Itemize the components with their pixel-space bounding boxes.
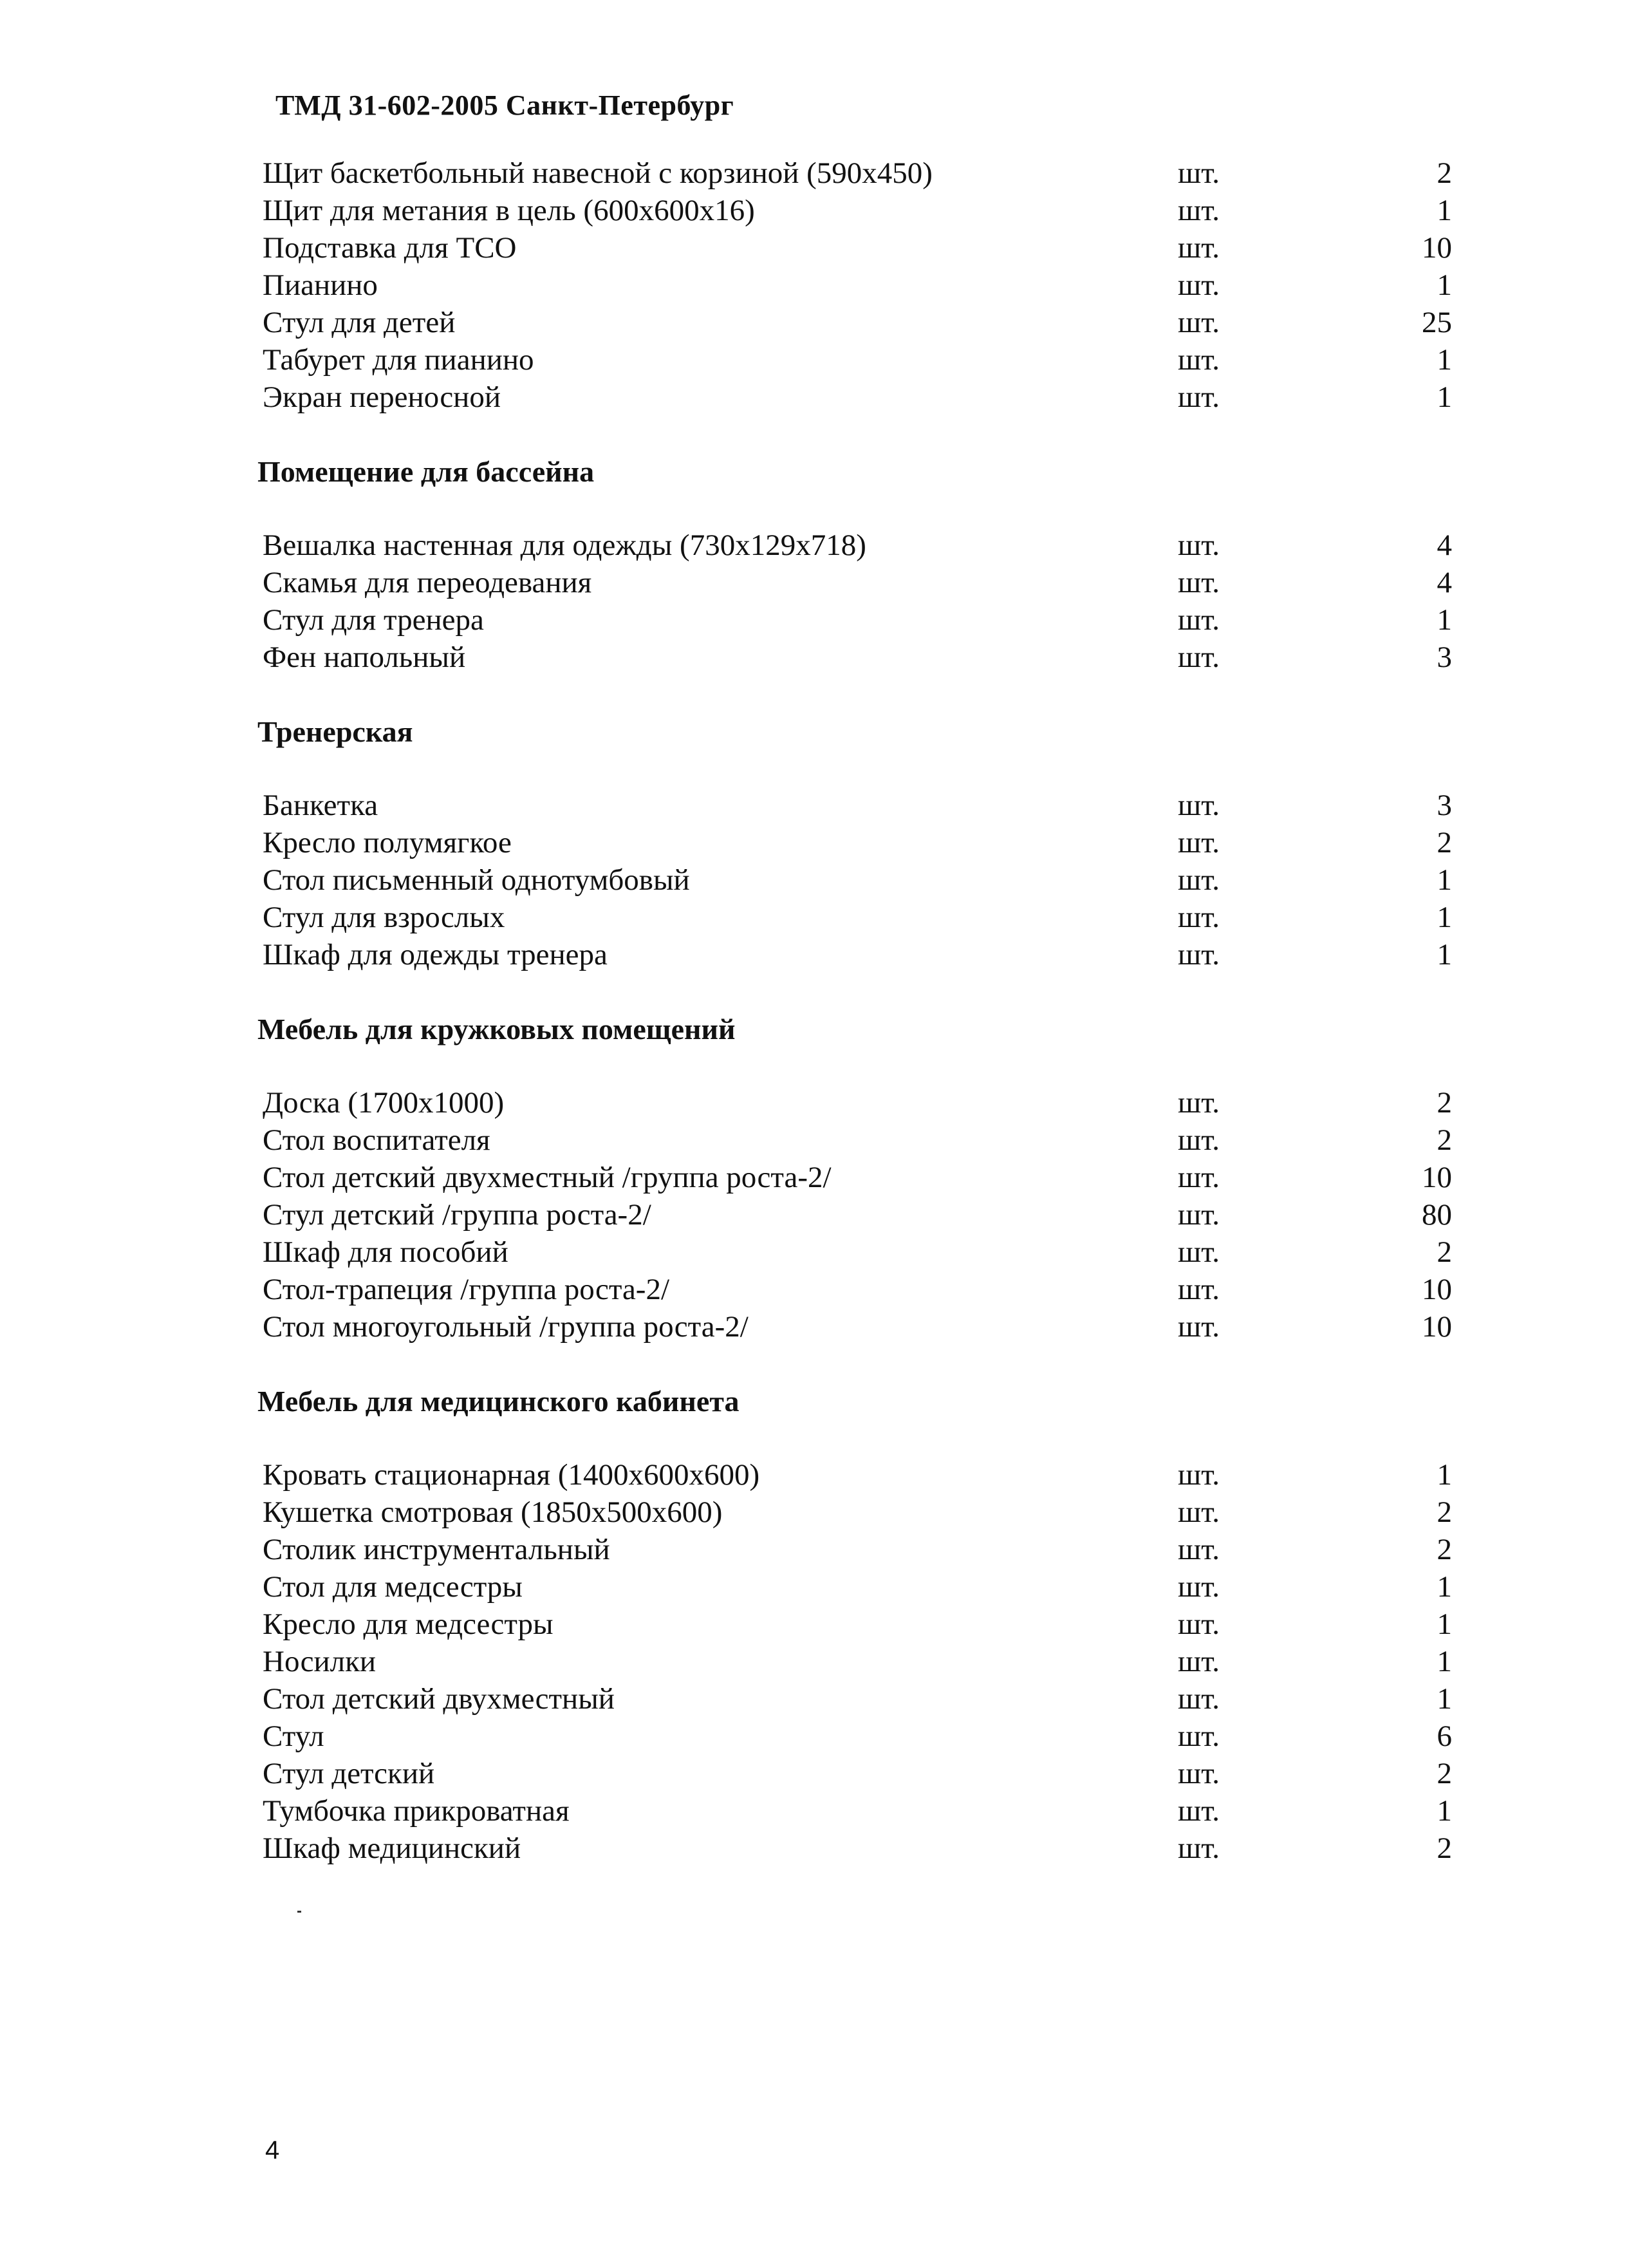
item-unit: шт.: [1178, 1198, 1220, 1232]
stray-mark: [297, 1911, 301, 1913]
item-unit: шт.: [1178, 1123, 1220, 1157]
section-title: Тренерская: [257, 715, 413, 748]
list-item: [257, 1680, 1480, 1718]
item-quantity: 2: [1437, 1832, 1452, 1865]
item-quantity: 1: [1437, 268, 1452, 302]
list-item: [257, 527, 1480, 564]
list-item: [257, 1830, 1480, 1867]
list-item: [257, 1084, 1480, 1121]
item-quantity: 1: [1437, 901, 1452, 934]
item-unit: шт.: [1178, 1757, 1220, 1790]
item-unit: шт.: [1178, 938, 1220, 971]
item-unit: шт.: [1178, 1458, 1220, 1492]
item-unit: шт.: [1178, 1161, 1220, 1194]
section-title: Мебель для кружковых помещений: [257, 1013, 736, 1045]
item-name: Пианино: [263, 268, 378, 302]
item-unit: шт.: [1178, 1832, 1220, 1865]
item-unit: шт.: [1178, 566, 1220, 599]
item-name: Табурет для пианино: [263, 343, 534, 377]
item-unit: шт.: [1178, 1086, 1220, 1120]
item-quantity: 1: [1437, 603, 1452, 637]
item-quantity: 6: [1437, 1720, 1452, 1753]
item-unit: шт.: [1178, 641, 1220, 674]
list-item: [257, 1755, 1480, 1792]
item-quantity: 2: [1437, 1235, 1452, 1269]
document-header: ТМД 31-602-2005 Санкт-Петербург: [275, 89, 734, 121]
item-unit: шт.: [1178, 603, 1220, 637]
list-item: [257, 639, 1480, 676]
item-unit: шт.: [1178, 194, 1220, 227]
list-item: [257, 899, 1480, 936]
list-item: [257, 229, 1480, 267]
item-name: Банкетка: [263, 789, 378, 822]
section-title: Помещение для бассейна: [257, 455, 595, 488]
item-name: Стол воспитателя: [263, 1123, 490, 1157]
item-name: Шкаф для пособий: [263, 1235, 508, 1269]
item-unit: шт.: [1178, 1794, 1220, 1828]
list-item: [257, 1792, 1480, 1830]
item-quantity: 4: [1437, 566, 1452, 599]
item-name: Кресло полумягкое: [263, 826, 512, 859]
item-unit: шт.: [1178, 268, 1220, 302]
item-quantity: 10: [1422, 1310, 1452, 1344]
item-quantity: 1: [1437, 380, 1452, 414]
item-quantity: 2: [1437, 1495, 1452, 1529]
item-name: Стул: [263, 1720, 324, 1753]
item-quantity: 1: [1437, 1570, 1452, 1604]
list-item: [257, 1196, 1480, 1233]
item-name: Экран переносной: [263, 380, 501, 414]
item-quantity: 2: [1437, 1086, 1452, 1120]
item-quantity: 2: [1437, 156, 1452, 190]
item-quantity: 80: [1422, 1198, 1452, 1232]
list-item: [257, 267, 1480, 304]
list-item: [257, 341, 1480, 379]
item-name: Стул для детей: [263, 306, 456, 339]
item-name: Стол многоугольный /группа роста-2/: [263, 1310, 749, 1344]
item-unit: шт.: [1178, 1235, 1220, 1269]
item-unit: шт.: [1178, 306, 1220, 339]
item-name: Стол-трапеция /группа роста-2/: [263, 1273, 670, 1306]
item-quantity: 2: [1437, 826, 1452, 859]
item-name: Стол детский двухместный /группа роста-2/: [263, 1161, 832, 1194]
list-item: [257, 601, 1480, 639]
list-item: [257, 304, 1480, 341]
item-name: Подставка для ТСО: [263, 231, 517, 265]
item-quantity: 1: [1437, 1645, 1452, 1678]
item-unit: шт.: [1178, 1570, 1220, 1604]
item-unit: шт.: [1178, 1682, 1220, 1716]
list-item: [257, 1271, 1480, 1308]
item-name: Доска (1700х1000): [263, 1086, 505, 1120]
item-unit: шт.: [1178, 1273, 1220, 1306]
list-item: [257, 1643, 1480, 1680]
item-unit: шт.: [1178, 231, 1220, 265]
list-item: [257, 861, 1480, 899]
item-unit: шт.: [1178, 529, 1220, 562]
list-item: [257, 1568, 1480, 1606]
item-quantity: 1: [1437, 938, 1452, 971]
list-item: [257, 1233, 1480, 1271]
item-quantity: 10: [1422, 231, 1452, 265]
item-name: Стул для взрослых: [263, 901, 505, 934]
list-item: [257, 1456, 1480, 1494]
item-quantity: 1: [1437, 1458, 1452, 1492]
item-quantity: 1: [1437, 1794, 1452, 1828]
list-item: [257, 564, 1480, 601]
item-quantity: 1: [1437, 1607, 1452, 1641]
section: [257, 155, 1480, 416]
item-unit: шт.: [1178, 901, 1220, 934]
section: [257, 1383, 1480, 1867]
section: [257, 713, 1480, 973]
item-name: Стол для медсестры: [263, 1570, 523, 1604]
item-quantity: 25: [1422, 306, 1452, 339]
list-item: [257, 192, 1480, 229]
item-quantity: 10: [1422, 1273, 1452, 1306]
item-unit: шт.: [1178, 1645, 1220, 1678]
item-unit: шт.: [1178, 826, 1220, 859]
list-item: [257, 1308, 1480, 1345]
item-quantity: 1: [1437, 343, 1452, 377]
item-unit: шт.: [1178, 1495, 1220, 1529]
item-name: Столик инструментальный: [263, 1533, 610, 1566]
list-item: [257, 1494, 1480, 1531]
item-name: Кровать стационарная (1400х600х600): [263, 1458, 760, 1492]
item-name: Носилки: [263, 1645, 377, 1678]
section-title: Мебель для медицинского кабинета: [257, 1385, 740, 1418]
item-quantity: 2: [1437, 1757, 1452, 1790]
item-name: Шкаф для одежды тренера: [263, 938, 608, 971]
item-quantity: 1: [1437, 194, 1452, 227]
item-name: Щит баскетбольный навесной с корзиной (590х450): [263, 156, 933, 190]
item-unit: шт.: [1178, 789, 1220, 822]
list-item: [257, 787, 1480, 824]
item-name: Щит для метания в цель (600х600х16): [263, 194, 755, 227]
section: [257, 1011, 1480, 1345]
list-item: [257, 936, 1480, 973]
item-name: Стул детский /группа роста-2/: [263, 1198, 651, 1232]
item-unit: шт.: [1178, 1607, 1220, 1641]
item-quantity: 10: [1422, 1161, 1452, 1194]
page-number: 4: [265, 2136, 280, 2164]
list-item: [257, 155, 1480, 192]
item-quantity: 3: [1437, 789, 1452, 822]
item-quantity: 1: [1437, 1682, 1452, 1716]
item-unit: шт.: [1178, 1533, 1220, 1566]
item-name: Кушетка смотровая (1850х500х600): [263, 1495, 723, 1529]
item-name: Шкаф медицинский: [263, 1832, 521, 1865]
item-name: Скамья для переодевания: [263, 566, 592, 599]
item-quantity: 2: [1437, 1123, 1452, 1157]
item-name: Фен напольный: [263, 641, 466, 674]
item-quantity: 1: [1437, 863, 1452, 897]
list-item: [257, 379, 1480, 416]
item-unit: шт.: [1178, 1720, 1220, 1753]
equipment-list: [257, 155, 1480, 1867]
item-unit: шт.: [1178, 380, 1220, 414]
list-item: [257, 1121, 1480, 1159]
item-name: Стол письменный однотумбовый: [263, 863, 690, 897]
list-item: [257, 824, 1480, 861]
item-unit: шт.: [1178, 1310, 1220, 1344]
list-item: [257, 1531, 1480, 1568]
item-name: Тумбочка прикроватная: [263, 1794, 570, 1828]
item-unit: шт.: [1178, 863, 1220, 897]
item-name: Стол детский двухместный: [263, 1682, 615, 1716]
item-name: Вешалка настенная для одежды (730х129х718): [263, 529, 866, 562]
item-quantity: 4: [1437, 529, 1452, 562]
item-name: Стул детский: [263, 1757, 435, 1790]
list-item: [257, 1718, 1480, 1755]
list-item: [257, 1159, 1480, 1196]
item-quantity: 2: [1437, 1533, 1452, 1566]
item-name: Кресло для медсестры: [263, 1607, 554, 1641]
item-unit: шт.: [1178, 156, 1220, 190]
item-quantity: 3: [1437, 641, 1452, 674]
list-item: [257, 1606, 1480, 1643]
item-unit: шт.: [1178, 343, 1220, 377]
section: [257, 453, 1480, 676]
item-name: Стул для тренера: [263, 603, 484, 637]
